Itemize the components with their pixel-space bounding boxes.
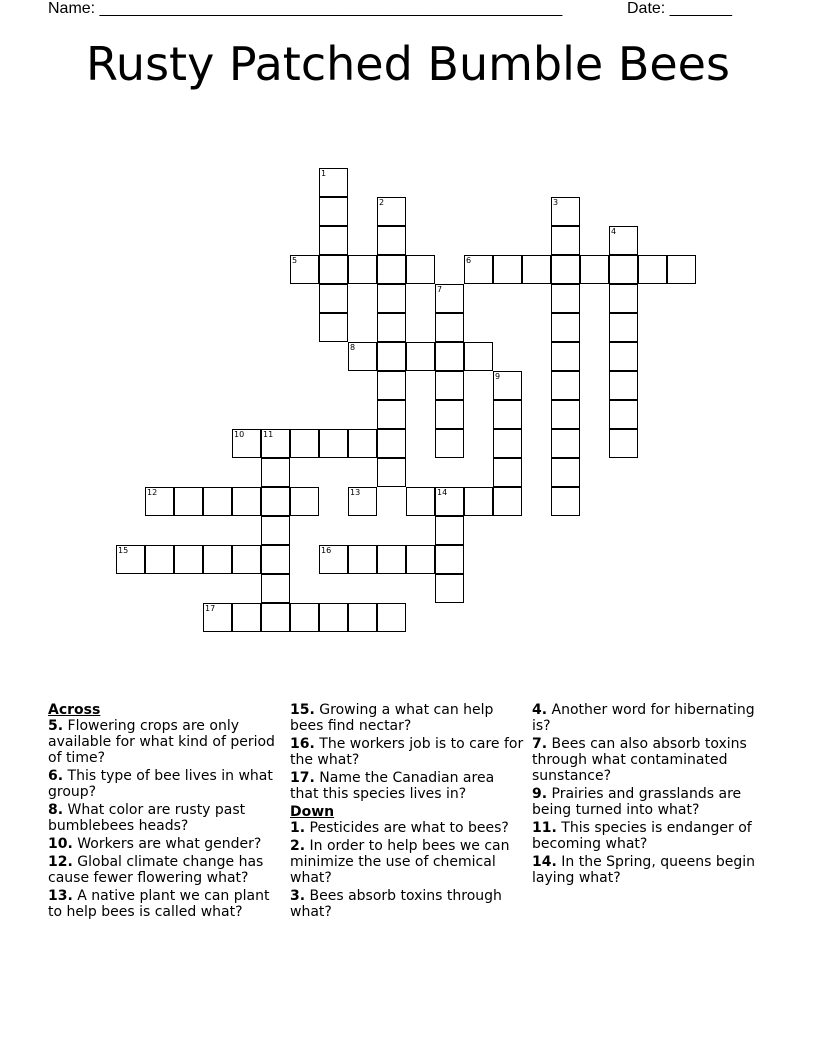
crossword-cell[interactable] (638, 255, 667, 284)
crossword-cell[interactable] (551, 371, 580, 400)
clue-across-12: 12. Global climate change has cause fewer flowering what? (48, 854, 264, 886)
crossword-cell[interactable] (174, 545, 203, 574)
cell-number: 15 (118, 546, 129, 555)
crossword-cell[interactable] (290, 603, 319, 632)
crossword-cell[interactable] (464, 342, 493, 371)
down-heading: Down (290, 804, 335, 820)
crossword-cell[interactable] (145, 545, 174, 574)
crossword-cell[interactable] (377, 545, 406, 574)
crossword-cell[interactable] (348, 603, 377, 632)
crossword-cell[interactable] (609, 342, 638, 371)
crossword-cell[interactable] (609, 226, 638, 255)
clue-across-13: 13. A native plant we can plant to help bees is called what? (48, 888, 270, 920)
clue-down-14: 14. In the Spring, queens begin laying what? (532, 854, 755, 886)
crossword-cell[interactable] (319, 313, 348, 342)
crossword-cell[interactable] (348, 545, 377, 574)
cell-number: 17 (205, 604, 216, 613)
across-heading: Across (48, 702, 101, 718)
crossword-cell[interactable] (406, 255, 435, 284)
crossword-cell[interactable] (232, 603, 261, 632)
crossword-cell[interactable] (406, 342, 435, 371)
crossword-cell[interactable] (348, 342, 377, 371)
clues-column-2 (290, 702, 526, 922)
crossword-cell[interactable] (261, 516, 290, 545)
crossword-cell[interactable] (435, 574, 464, 603)
crossword-cell[interactable] (609, 313, 638, 342)
crossword-cell[interactable] (377, 255, 406, 284)
crossword-cell[interactable] (116, 545, 145, 574)
cell-number: 4 (611, 227, 617, 236)
crossword-cell[interactable] (609, 371, 638, 400)
cell-number: 6 (466, 256, 472, 265)
clue-across-10: 10. Workers are what gender? (48, 836, 262, 852)
crossword-cell[interactable] (406, 545, 435, 574)
crossword-cell[interactable] (203, 603, 232, 632)
crossword-cell[interactable] (609, 400, 638, 429)
crossword-cell[interactable] (435, 284, 464, 313)
crossword-cell[interactable] (609, 255, 638, 284)
cell-number: 1 (321, 169, 327, 178)
crossword-cell[interactable] (319, 255, 348, 284)
clues-column-1 (48, 702, 284, 922)
crossword-cell[interactable] (319, 226, 348, 255)
crossword-cell[interactable] (551, 313, 580, 342)
crossword-cell[interactable] (377, 400, 406, 429)
crossword-cell[interactable] (261, 574, 290, 603)
crossword-cell[interactable] (261, 429, 290, 458)
crossword-cell[interactable] (435, 342, 464, 371)
crossword-cell[interactable] (377, 284, 406, 313)
cell-number: 16 (321, 546, 332, 555)
crossword-cell[interactable] (435, 516, 464, 545)
crossword-cell[interactable] (348, 255, 377, 284)
crossword-cell[interactable] (232, 487, 261, 516)
crossword-cell[interactable] (377, 313, 406, 342)
crossword-cell[interactable] (435, 313, 464, 342)
crossword-cell[interactable] (435, 429, 464, 458)
clue-across-5: 5. Flowering crops are only available for what kind of period of time? (48, 718, 275, 766)
crossword-cell[interactable] (551, 429, 580, 458)
crossword-cell[interactable] (377, 603, 406, 632)
cell-number: 5 (292, 256, 298, 265)
crossword-cell[interactable] (493, 487, 522, 516)
clue-across-16: 16. The workers job is to care for the what? (290, 736, 524, 768)
crossword-cell[interactable] (319, 284, 348, 313)
clues-column-3 (532, 702, 768, 888)
crossword-cell[interactable] (319, 603, 348, 632)
crossword-cell[interactable] (493, 255, 522, 284)
crossword-cell[interactable] (551, 487, 580, 516)
crossword-cell[interactable] (551, 226, 580, 255)
crossword-cell[interactable] (377, 458, 406, 487)
crossword-cell[interactable] (348, 487, 377, 516)
crossword-cell[interactable] (232, 429, 261, 458)
crossword-cell[interactable] (261, 603, 290, 632)
crossword-cell[interactable] (464, 487, 493, 516)
cell-number: 14 (437, 488, 448, 497)
crossword-cell[interactable] (609, 429, 638, 458)
clue-across-15: 15. Growing a what can help bees find nectar? (290, 702, 494, 734)
cell-number: 7 (437, 285, 443, 294)
crossword-cell[interactable] (406, 487, 435, 516)
crossword-cell[interactable] (261, 545, 290, 574)
crossword-cell[interactable] (261, 487, 290, 516)
crossword-cell[interactable] (319, 429, 348, 458)
cell-number: 13 (350, 488, 361, 497)
clue-across-8: 8. What color are rusty past bumblebees heads? (48, 802, 246, 834)
crossword-cell[interactable] (290, 429, 319, 458)
crossword-cell[interactable] (551, 400, 580, 429)
name-field[interactable]: Name: ____________________________________________________ (48, 0, 563, 17)
crossword-cell[interactable] (145, 487, 174, 516)
crossword-cell[interactable] (348, 429, 377, 458)
crossword-cell[interactable] (551, 458, 580, 487)
date-field[interactable]: Date: _______ (627, 0, 732, 17)
crossword-cell[interactable] (551, 197, 580, 226)
crossword-cell[interactable] (580, 255, 609, 284)
crossword-cell[interactable] (290, 487, 319, 516)
crossword-cell[interactable] (551, 255, 580, 284)
clue-down-7: 7. Bees can also absorb toxins through what contaminated sunstance? (532, 736, 747, 784)
crossword-cell[interactable] (232, 545, 261, 574)
crossword-cell[interactable] (377, 197, 406, 226)
clue-down-11: 11. This species is endanger of becoming what? (532, 820, 752, 852)
crossword-cell[interactable] (609, 284, 638, 313)
cell-number: 3 (553, 198, 559, 207)
clue-across-6: 6. This type of bee lives in what group? (48, 768, 273, 800)
crossword-cell[interactable] (493, 458, 522, 487)
crossword-cell[interactable] (435, 545, 464, 574)
crossword-cell[interactable] (261, 458, 290, 487)
crossword-cell[interactable] (435, 487, 464, 516)
crossword-cell[interactable] (377, 371, 406, 400)
crossword-cell[interactable] (551, 342, 580, 371)
crossword-cell[interactable] (551, 284, 580, 313)
clue-across-17: 17. Name the Canadian area that this species lives in? (290, 770, 495, 802)
cell-number: 9 (495, 372, 501, 381)
crossword-cell[interactable] (203, 487, 232, 516)
crossword-cell[interactable] (435, 371, 464, 400)
crossword-cell[interactable] (493, 429, 522, 458)
clue-down-4: 4. Another word for hibernating is? (532, 702, 755, 734)
clue-down-3: 3. Bees absorb toxins through what? (290, 888, 502, 920)
crossword-cell[interactable] (377, 429, 406, 458)
crossword-cell[interactable] (522, 255, 551, 284)
clue-down-1: 1. Pesticides are what to bees? (290, 820, 509, 836)
cell-number: 11 (263, 430, 274, 439)
crossword-cell[interactable] (464, 255, 493, 284)
crossword-cell[interactable] (435, 400, 464, 429)
cell-number: 2 (379, 198, 385, 207)
crossword-cell[interactable] (319, 168, 348, 197)
crossword-cell[interactable] (290, 255, 319, 284)
crossword-cell[interactable] (377, 226, 406, 255)
page-title: Rusty Patched Bumble Bees (86, 37, 730, 91)
crossword-cell[interactable] (319, 545, 348, 574)
crossword-cell[interactable] (493, 400, 522, 429)
clue-down-9: 9. Prairies and grasslands are being turned into what? (532, 786, 742, 818)
cell-number: 8 (350, 343, 356, 352)
clue-down-2: 2. In order to help bees we can minimize the use of chemical what? (290, 838, 510, 886)
cell-number: 12 (147, 488, 158, 497)
crossword-cell[interactable] (377, 342, 406, 371)
crossword-cell[interactable] (319, 197, 348, 226)
cell-number: 10 (234, 430, 245, 439)
crossword-cell[interactable] (667, 255, 696, 284)
crossword-cell[interactable] (203, 545, 232, 574)
crossword-cell[interactable] (493, 371, 522, 400)
crossword-cell[interactable] (174, 487, 203, 516)
